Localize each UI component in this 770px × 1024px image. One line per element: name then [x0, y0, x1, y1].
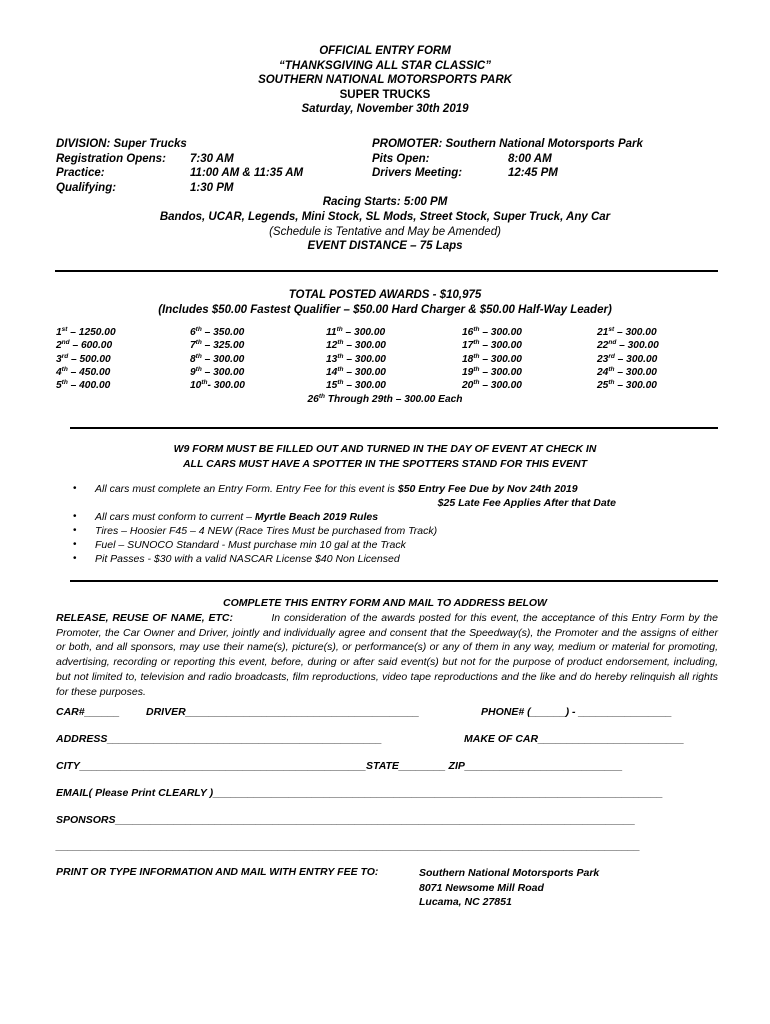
bullet-glyph: • — [73, 539, 77, 550]
payout-row — [190, 379, 245, 392]
payout-position: 9 — [190, 366, 196, 378]
payout-amount: – 450.00 — [67, 366, 111, 378]
payout-position: 8 — [190, 353, 196, 365]
mail-city: Lucama, NC 27851 — [419, 896, 512, 908]
payout-row — [56, 339, 116, 352]
payout-amount: – 300.00 — [614, 380, 657, 392]
left-info — [56, 137, 303, 195]
entry-fee-due: $50 Entry Fee Due by Nov 24th 2019 — [397, 483, 578, 495]
entry-fee-rule — [95, 483, 578, 495]
driver-field[interactable]: DRIVER________________________________________ — [146, 706, 420, 718]
registration-label: Registration Opens: — [56, 152, 166, 165]
payout-row — [190, 339, 245, 352]
payout-suffix: st — [608, 326, 615, 333]
mail-instruction: COMPLETE THIS ENTRY FORM AND MAIL TO ADDRESS BELOW — [223, 597, 547, 609]
payout-remaining-text: Through 29th – 300.00 Each — [324, 394, 463, 405]
payout-position: 21 — [597, 327, 609, 338]
payout-suffix: th — [473, 365, 480, 373]
payout-amount: – 600.00 — [69, 340, 113, 352]
payout-amount: – 300.00 — [479, 380, 522, 392]
payout-row — [326, 339, 386, 352]
form-header — [0, 44, 770, 117]
payout-amount: – 300.00 — [614, 353, 658, 365]
schedule-note: (Schedule is Tentative and May be Amended) — [269, 225, 501, 238]
payout-row — [597, 379, 659, 392]
payout-row — [190, 353, 245, 366]
payout-amount: – 325.00 — [201, 340, 245, 352]
payout-row — [56, 366, 116, 379]
registration-value: 7:30 AM — [190, 152, 234, 165]
awards-header — [0, 288, 770, 318]
late-fee-line: $25 Late Fee Applies After that Date — [437, 497, 616, 509]
payout-position: 14 — [326, 366, 338, 378]
payout-suffix: th — [608, 365, 615, 373]
tires-rule: Tires – Hoosier F45 – 4 NEW (Race Tires Must be purchased from Track) — [95, 525, 438, 537]
entry-fee-text: All cars must complete an Entry Form. Entry Fee for this event is — [95, 483, 398, 495]
payout-suffix: th — [473, 339, 480, 347]
schedule-block — [0, 195, 770, 254]
payout-amount: – 300.00 — [343, 366, 386, 378]
payout-row — [326, 326, 386, 339]
payout-amount: – 350.00 — [201, 327, 245, 338]
payout-amount: – 300.00 — [343, 353, 386, 365]
make-of-car-field[interactable]: MAKE OF CAR_________________________ — [464, 733, 685, 745]
payout-suffix: nd — [608, 339, 617, 347]
payout-suffix: th — [201, 379, 208, 387]
payout-suffix: th — [337, 352, 344, 360]
form-title: OFFICIAL ENTRY FORM — [319, 45, 451, 57]
bullet-glyph: • — [73, 525, 77, 536]
release-body: In consideration of the awards posted for this event, the acceptance of this Entry Form by the Promoter, the Car Owner and Driver, jointly and individually agree and consent that the Speedway(s), the Promoter and the assigns of either or both, and all sponsors, may use their name(s), picture(s), or performance(s) or any of them in any way, medium or material for promoting, advertising, recording or reporting this event, before, during or after said event(s) but not for the purpose of product endorsement, including, but not limited to, television and radio broadcasts, film reproductions, video tape reproductions and the like and do hereby relinquish all rights for these purposes. — [56, 612, 718, 698]
rules-rule — [95, 511, 378, 523]
payout-row — [56, 326, 116, 339]
payout-suffix: th — [473, 352, 480, 360]
divider — [70, 427, 718, 429]
payout-row — [326, 379, 386, 392]
payout-amount: - 300.00 — [207, 380, 245, 392]
payout-suffix: th — [61, 365, 68, 373]
payout-suffix: rd — [61, 352, 69, 360]
payout-position: 13 — [326, 353, 338, 365]
bullet-glyph: • — [73, 483, 77, 494]
payout-amount: – 300.00 — [479, 340, 522, 352]
payout-position: 15 — [326, 380, 338, 392]
payout-row — [56, 353, 116, 366]
email-field[interactable]: EMAIL( Please Print CLEARLY )_____________________________________________________________________________ — [56, 787, 663, 799]
payout-position: 5 — [56, 380, 62, 392]
mail-label: PRINT OR TYPE INFORMATION AND MAIL WITH ENTRY FEE TO: — [56, 866, 379, 878]
rules-text: All cars must conform to current – — [95, 511, 255, 523]
divider — [55, 270, 718, 272]
payout-row — [326, 366, 386, 379]
payout-amount: – 300.00 — [614, 366, 657, 378]
payout-position: 20 — [462, 380, 474, 392]
payout-row — [597, 326, 659, 339]
payout-column — [190, 326, 245, 392]
payout-suffix: th — [195, 365, 202, 373]
racing-start: Racing Starts: 5:00 PM — [322, 196, 448, 208]
payout-column — [597, 326, 659, 392]
qualifying-label: Qualifying: — [56, 181, 117, 194]
payout-remaining-pos: 26 — [307, 394, 319, 405]
payout-amount: – 300.00 — [343, 380, 386, 392]
payout-column — [56, 326, 116, 392]
event-distance: EVENT DISTANCE – 75 Laps — [307, 240, 463, 253]
payout-position: 10 — [190, 380, 202, 392]
payout-amount: – 300.00 — [201, 366, 245, 378]
total-awards: TOTAL POSTED AWARDS - $10,975 — [288, 289, 482, 301]
payout-suffix: th — [61, 379, 68, 387]
payout-position: 2 — [56, 340, 62, 352]
event-date: Saturday, November 30th 2019 — [301, 103, 469, 115]
address-field[interactable]: ADDRESS_______________________________________________ — [56, 733, 382, 745]
w9-notice: W9 FORM MUST BE FILLED OUT AND TURNED IN THE DAY OF EVENT AT CHECK IN — [173, 443, 597, 455]
payout-position: 25 — [597, 380, 609, 392]
mail-name: Southern National Motorsports Park — [419, 867, 600, 879]
payout-amount: – 300.00 — [342, 327, 386, 338]
payout-amount: – 1250.00 — [67, 327, 116, 338]
payout-position: 7 — [190, 340, 196, 352]
pits-value: 8:00 AM — [508, 152, 552, 165]
payout-row — [190, 326, 245, 339]
city-state-zip-field[interactable]: CITY_________________________________________________STATE________ ZIP___________________________ — [56, 760, 623, 772]
right-info — [372, 137, 643, 181]
payout-row — [462, 379, 522, 392]
event-name: “THANKSGIVING ALL STAR CLASSIC” — [279, 59, 491, 72]
pit-pass-rule: Pit Passes - $30 with a valid NASCAR License $40 Non Licensed — [95, 553, 400, 565]
fuel-rule: Fuel – SUNOCO Standard - Must purchase min 10 gal at the Track — [95, 539, 406, 551]
payout-amount: – 500.00 — [68, 353, 111, 365]
payout-suffix: th — [336, 326, 343, 333]
division-list: Bandos, UCAR, Legends, Mini Stock, SL Mods, Street Stock, Super Truck, Any Car — [159, 210, 611, 223]
notices — [0, 442, 770, 471]
payout-row — [462, 353, 522, 366]
payout-row — [56, 379, 116, 392]
payout-suffix: th — [195, 339, 202, 347]
payout-position: 3 — [56, 353, 62, 365]
mail-street: 8071 Newsome Mill Road — [419, 881, 544, 894]
qualifying-row — [56, 181, 303, 196]
payout-column — [462, 326, 522, 392]
payout-row — [597, 353, 659, 366]
payout-suffix: th — [195, 326, 202, 333]
payout-suffix: th — [195, 352, 202, 360]
payout-position: 11 — [326, 327, 337, 338]
bullet-glyph: • — [73, 553, 77, 564]
payout-suffix: st — [61, 326, 68, 333]
payout-amount: – 300.00 — [343, 340, 386, 352]
payout-suffix: th — [337, 379, 344, 387]
payout-row — [462, 339, 522, 352]
bullet-glyph: • — [73, 511, 77, 522]
payout-position: 19 — [462, 366, 474, 378]
payout-row — [597, 339, 659, 352]
payout-suffix: th — [337, 365, 344, 373]
pits-row — [372, 152, 643, 167]
phone-field[interactable]: PHONE# (______) - ________________ — [481, 706, 672, 718]
payout-position: 16 — [462, 327, 474, 338]
awards-includes: (Includes $50.00 Fastest Qualifier – $50.00 Hard Charger & $50.00 Half-Way Leader) — [158, 304, 612, 316]
payout-position: 18 — [462, 353, 474, 365]
payout-row — [462, 366, 522, 379]
payout-suffix: nd — [61, 339, 70, 347]
payout-position: 12 — [326, 340, 338, 352]
payout-position: 6 — [190, 327, 196, 338]
payout-position: 22 — [597, 340, 609, 352]
qualifying-value: 1:30 PM — [190, 181, 234, 194]
payout-suffix: rd — [608, 352, 615, 360]
drivers-meeting-value: 12:45 PM — [508, 167, 558, 180]
payout-suffix: th — [608, 379, 615, 387]
spotter-notice: ALL CARS MUST HAVE A SPOTTER IN THE SPOTTERS STAND FOR THIS EVENT — [182, 457, 588, 470]
payout-suffix: th — [473, 379, 480, 387]
payout-suffix: th — [337, 339, 344, 347]
payout-amount: – 300.00 — [479, 327, 522, 338]
payout-row — [326, 353, 386, 366]
practice-row — [56, 166, 303, 181]
registration-row — [56, 152, 303, 167]
promoter-line: PROMOTER: Southern National Motorsports Park — [372, 138, 643, 150]
payout-remaining-suffix: th — [318, 393, 325, 400]
payout-row — [462, 326, 522, 339]
payout-column — [326, 326, 386, 392]
payout-position: 23 — [597, 353, 609, 365]
payout-position: 17 — [462, 340, 474, 352]
release-label: RELEASE, REUSE OF NAME, ETC: — [56, 612, 233, 624]
payout-amount: – 300.00 — [479, 366, 522, 378]
practice-label: Practice: — [56, 167, 105, 180]
payout-amount: – 400.00 — [67, 380, 111, 392]
payout-row — [190, 366, 245, 379]
payout-position: 1 — [56, 327, 62, 338]
release-paragraph — [56, 611, 718, 699]
payout-amount: – 300.00 — [201, 353, 245, 365]
drivers-meeting-row — [372, 166, 643, 181]
sponsors-field[interactable]: SPONSORS_________________________________________________________________________________________ — [56, 814, 636, 826]
payout-amount: – 300.00 — [616, 340, 659, 352]
divider — [70, 580, 718, 582]
mailing-address — [419, 866, 599, 910]
practice-value: 11:00 AM & 11:35 AM — [190, 167, 304, 180]
venue-name: SOUTHERN NATIONAL MOTORSPORTS PARK — [258, 74, 512, 86]
blank-line-field[interactable]: ____________________________________________________________________________________________________ — [56, 840, 640, 852]
division-line: DIVISION: Super Trucks — [56, 138, 187, 150]
payout-position: 24 — [597, 366, 609, 378]
drivers-meeting-label: Drivers Meeting: — [372, 167, 463, 180]
division-heading: SUPER TRUCKS — [339, 88, 431, 101]
payout-amount: – 300.00 — [479, 353, 522, 365]
payout-suffix: th — [473, 326, 480, 333]
payout-amount: – 300.00 — [614, 327, 657, 338]
pits-label: Pits Open: — [372, 152, 430, 165]
payout-remaining — [0, 393, 770, 406]
car-number-field[interactable]: CAR#______ — [56, 706, 120, 718]
payout-row — [597, 366, 659, 379]
rules-name: Myrtle Beach 2019 Rules — [254, 511, 379, 523]
payout-position: 4 — [56, 366, 62, 378]
